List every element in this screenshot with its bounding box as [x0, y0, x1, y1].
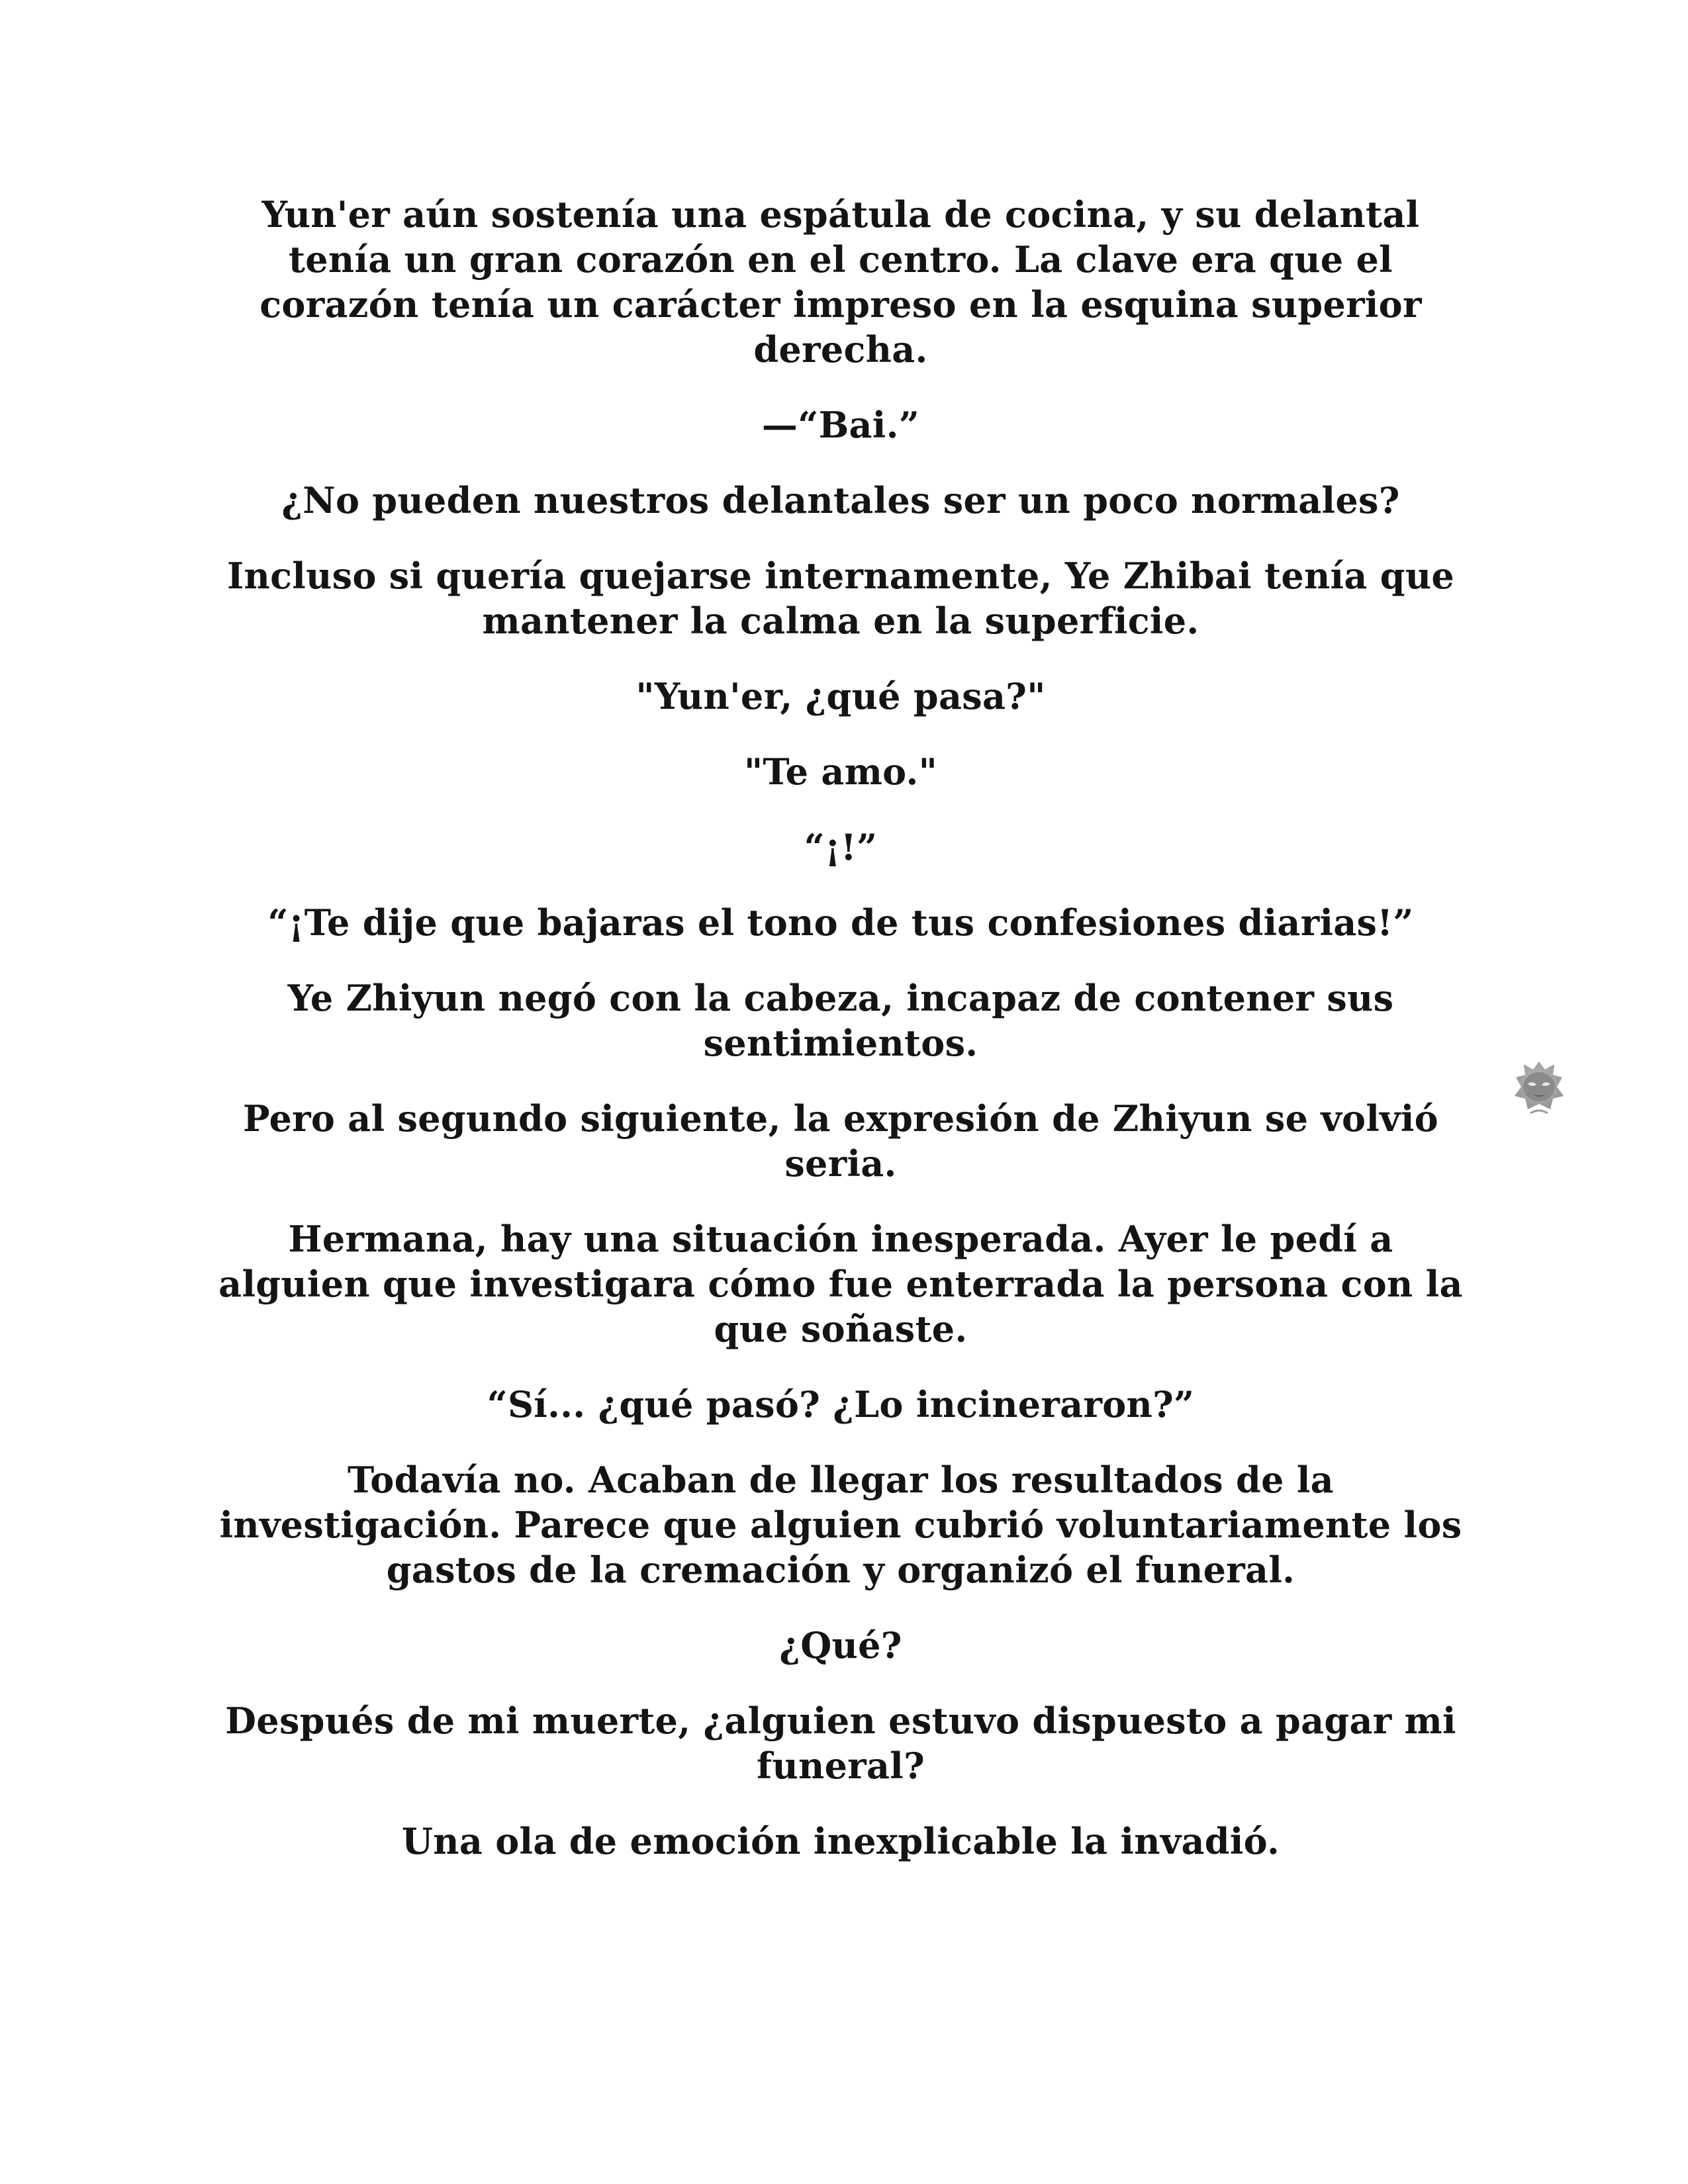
paragraph-13: Todavía no. Acaban de llegar los resultados de la investigación. Parece que alguien cubrió voluntariamente los gastos de la cremación y organizó el funeral. — [219, 1459, 1462, 1591]
paragraph-11: Hermana, hay una situación inesperada. Ayer le pedí a alguien que investigara cómo fue enterrada la persona con la que soñaste. — [218, 1218, 1463, 1350]
paragraph-6: "Te amo." — [743, 751, 938, 793]
demon-mask-icon — [1511, 1058, 1568, 1117]
paragraph-9: Ye Zhiyun negó con la cabeza, incapaz de contener sus sentimientos. — [287, 977, 1394, 1064]
paragraph-1: Yun'er aún sostenía una espátula de cocina, y su delantal tenía un gran corazón en el centro. La clave era que el corazón tenía un carácter impreso en la esquina superior derecha. — [259, 193, 1422, 371]
paragraph-10: Pero al segundo siguiente, la expresión de Zhiyun se volvió seria. — [243, 1097, 1438, 1185]
document-body — [218, 192, 1463, 1894]
paragraph-3: ¿No pueden nuestros delantales ser un poco normales? — [281, 479, 1400, 522]
paragraph-2: —“Bai.” — [761, 404, 920, 446]
paragraph-15: Después de mi muerte, ¿alguien estuvo dispuesto a pagar mi funeral? — [225, 1700, 1456, 1787]
paragraph-12: “Sí... ¿qué pasó? ¿Lo incineraron?” — [487, 1383, 1195, 1426]
paragraph-4: Incluso si quería quejarse internamente, Ye Zhibai tenía que mantener la calma en la superficie. — [226, 555, 1455, 642]
paragraph-8: “¡Te dije que bajaras el tono de tus confesiones diarias!” — [267, 901, 1414, 944]
paragraph-5: "Yun'er, ¿qué pasa?" — [635, 675, 1046, 717]
paragraph-16: Una ola de emoción inexplicable la invadió. — [401, 1820, 1280, 1862]
paragraph-7: “¡!” — [804, 826, 878, 868]
paragraph-14: ¿Qué? — [779, 1624, 902, 1666]
